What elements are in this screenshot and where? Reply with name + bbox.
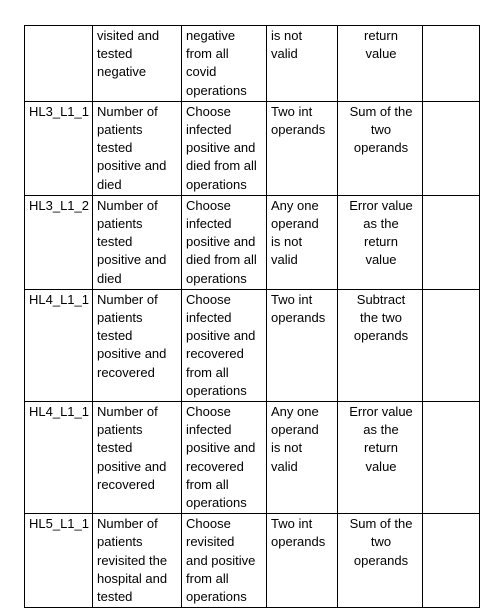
condition-cell: Two int operands: [267, 289, 338, 401]
condition-cell: is not valid: [267, 26, 338, 102]
expected-output-cell: Error value as the return value: [338, 195, 423, 289]
table-row: [25, 514, 480, 608]
input-cell: Choose infected positive and recovered from all operations: [182, 402, 267, 514]
table-row: [25, 101, 480, 195]
description-cell: Number of patients tested positive and recovered: [93, 289, 182, 401]
test-id-cell: HL4_L1_1: [25, 289, 93, 401]
test-id-cell: HL4_L1_1: [25, 402, 93, 514]
empty-cell: [423, 289, 480, 401]
test-id-cell: HL3_L1_2: [25, 195, 93, 289]
test-id-cell: HL5_L1_1: [25, 514, 93, 608]
condition-cell: Any one operand is not valid: [267, 402, 338, 514]
description-cell: Number of patients tested positive and recovered: [93, 402, 182, 514]
empty-cell: [423, 195, 480, 289]
input-cell: Choose infected positive and died from all operations: [182, 195, 267, 289]
condition-cell: Two int operands: [267, 514, 338, 608]
empty-cell: [423, 514, 480, 608]
condition-cell: Two int operands: [267, 101, 338, 195]
description-cell: Number of patients revisited the hospital and tested: [93, 514, 182, 608]
expected-output-cell: return value: [338, 26, 423, 102]
table-row: [25, 289, 480, 401]
condition-cell: Any one operand is not valid: [267, 195, 338, 289]
table-row: [25, 402, 480, 514]
empty-cell: [423, 402, 480, 514]
input-cell: Choose infected positive and recovered from all operations: [182, 289, 267, 401]
expected-output-cell: Sum of the two operands: [338, 514, 423, 608]
table-row: [25, 195, 480, 289]
description-cell: visited and tested negative: [93, 26, 182, 102]
empty-cell: [423, 26, 480, 102]
expected-output-cell: Error value as the return value: [338, 402, 423, 514]
input-cell: negative from all covid operations: [182, 26, 267, 102]
input-cell: Choose infected positive and died from all operations: [182, 101, 267, 195]
test-id-cell: HL3_L1_1: [25, 101, 93, 195]
test-case-table: [24, 25, 480, 608]
test-id-cell: [25, 26, 93, 102]
table-row: [25, 26, 480, 102]
input-cell: Choose revisited and positive from all operations: [182, 514, 267, 608]
description-cell: Number of patients tested positive and died: [93, 195, 182, 289]
description-cell: Number of patients tested positive and died: [93, 101, 182, 195]
expected-output-cell: Sum of the two operands: [338, 101, 423, 195]
empty-cell: [423, 101, 480, 195]
expected-output-cell: Subtract the two operands: [338, 289, 423, 401]
